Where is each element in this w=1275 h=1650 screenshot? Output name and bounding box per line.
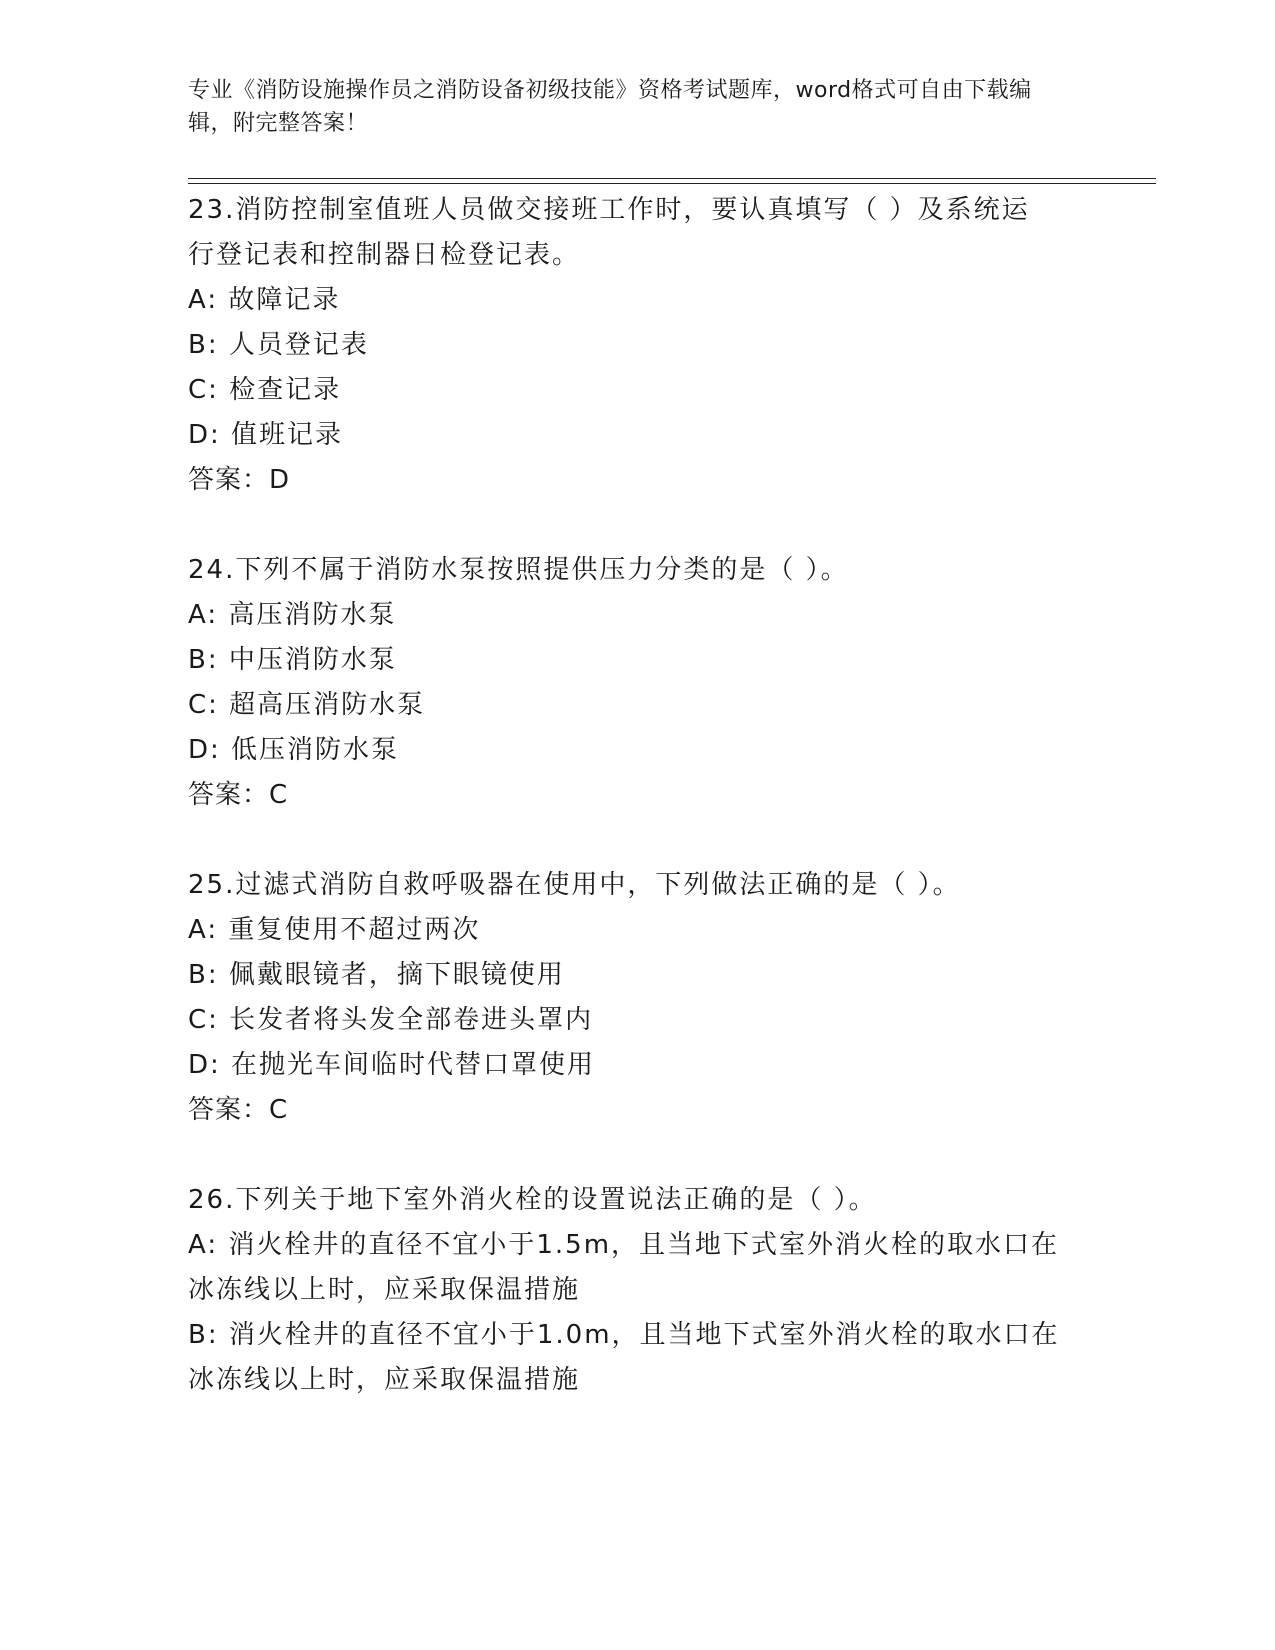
question-25-option-c: C: 长发者将头发全部卷进头罩内: [188, 1005, 594, 1035]
question-25-line-1: 25.过滤式消防自救呼吸器在使用中，下列做法正确的是（ ）。: [188, 870, 961, 900]
question-24-line-1: 24.下列不属于消防水泵按照提供压力分类的是（ ）。: [188, 555, 849, 585]
question-23-option-c: C: 检查记录: [188, 375, 342, 405]
question-25-answer: 答案：C: [188, 1095, 289, 1125]
header-rule-top: [188, 178, 1156, 179]
question-24-option-c: C: 超高压消防水泵: [188, 690, 426, 720]
header-rule-bottom: [188, 183, 1156, 184]
question-26-option-b-line-2: 冰冻线以上时，应采取保温措施: [188, 1365, 581, 1395]
question-23-option-d: D: 值班记录: [188, 420, 344, 450]
question-23-answer: 答案：D: [188, 465, 291, 495]
question-24-option-d: D: 低压消防水泵: [188, 735, 400, 765]
question-25-option-d: D: 在抛光车间临时代替口罩使用: [188, 1050, 596, 1080]
question-23-option-b: B: 人员登记表: [188, 330, 369, 360]
question-23-line-2: 行登记表和控制器日检登记表。: [188, 240, 581, 270]
question-26-line-1: 26.下列关于地下室外消火栓的设置说法正确的是（ ）。: [188, 1185, 877, 1215]
question-24-option-b: B: 中压消防水泵: [188, 645, 397, 675]
question-26-option-a-line-1: A: 消火栓井的直径不宜小于1.5m，且当地下式室外消火栓的取水口在: [188, 1230, 1060, 1260]
question-23-line-1: 23.消防控制室值班人员做交接班工作时，要认真填写（ ）及系统运: [188, 195, 1030, 225]
question-24-option-a: A: 高压消防水泵: [188, 600, 397, 630]
question-24-answer: 答案：C: [188, 780, 289, 810]
question-23-option-a: A: 故障记录: [188, 285, 341, 315]
question-25-option-b: B: 佩戴眼镜者，摘下眼镜使用: [188, 960, 565, 990]
question-25-option-a: A: 重复使用不超过两次: [188, 915, 481, 945]
page-header: 专业《消防设施操作员之消防设备初级技能》资格考试题库，word格式可自由下载编辑，附完整答案！: [188, 78, 1032, 136]
question-26-option-b-line-1: B: 消火栓井的直径不宜小于1.0m，且当地下式室外消火栓的取水口在: [188, 1320, 1060, 1350]
question-26-option-a-line-2: 冰冻线以上时，应采取保温措施: [188, 1275, 581, 1305]
